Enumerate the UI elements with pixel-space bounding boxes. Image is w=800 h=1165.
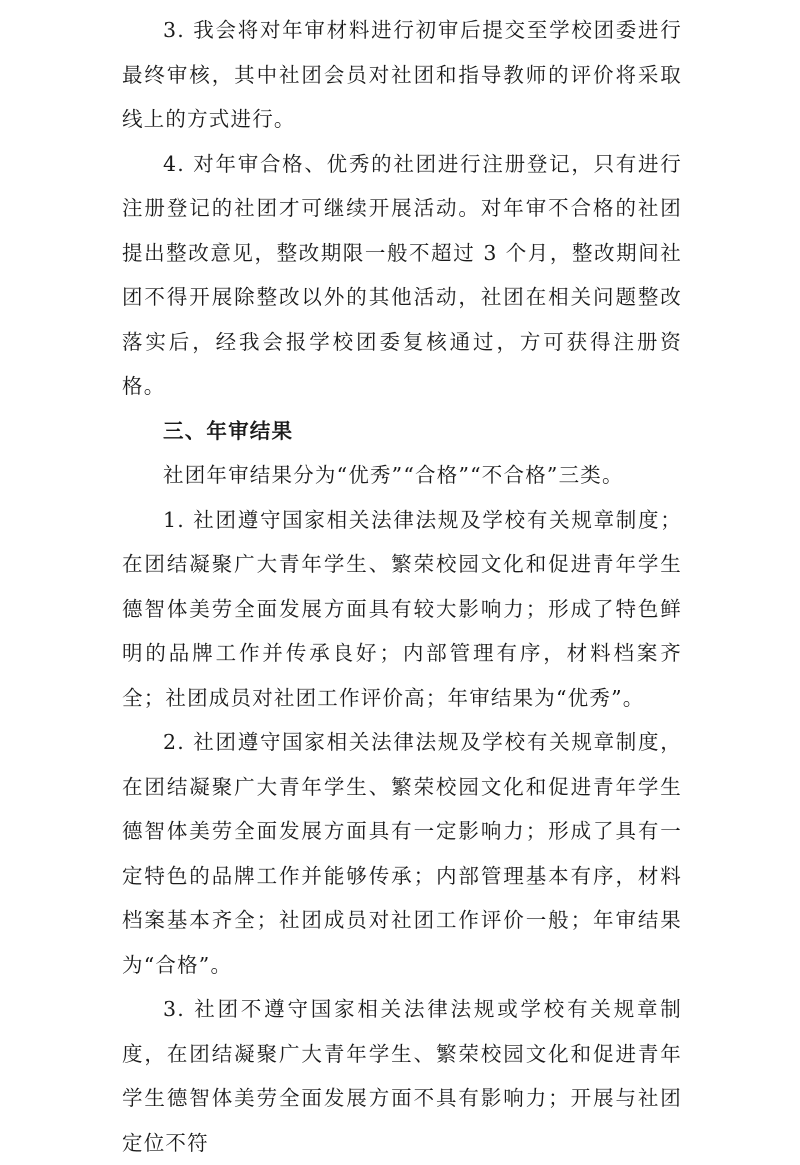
document-body [122, 8, 682, 1165]
paragraph-review-item-3: 3. 我会将对年审材料进行初审后提交至学校团委进行最终审核，其中社团会员对社团和指导教师的评价将采取线上的方式进行。 [122, 18, 682, 131]
paragraph-results-intro: 社团年审结果分为“优秀”“合格”“不合格”三类。 [163, 463, 624, 487]
paragraph-result-unqualified: 3. 社团不遵守国家相关法律法规或学校有关规章制度，在团结凝聚广大青年学生、繁荣校园文化和促进青年学生德智体美劳全面发展方面不具有影响力；开展与社团定位不符 [122, 997, 682, 1155]
paragraph-result-qualified: 2. 社团遵守国家相关法律法规及学校有关规章制度，在团结凝聚广大青年学生、繁荣校园文化和促进青年学生德智体美劳全面发展方面具有一定影响力；形成了具有一定特色的品牌工作并能够传承；内部管理基本有序，材料档案基本齐全；社团成员对社团工作评价一般；年审结果为“合格”。 [122, 730, 682, 977]
paragraph-review-item-4: 4. 对年审合格、优秀的社团进行注册登记，只有进行注册登记的社团才可继续开展活动。对年审不合格的社团提出整改意见，整改期限一般不超过 3 个月，整改期间社团不得开展除整改以外的其他活动，社团在相关问题整改落实后，经我会报学校团委复核通过，方可获得注册资格。 [122, 151, 682, 398]
section-heading-review-results: 三、年审结果 [163, 418, 294, 443]
paragraph-result-excellent: 1. 社团遵守国家相关法律法规及学校有关规章制度；在团结凝聚广大青年学生、繁荣校园文化和促进青年学生德智体美劳全面发展方面具有较大影响力；形成了特色鲜明的品牌工作并传承良好；内部管理有序，材料档案齐全；社团成员对社团工作评价高；年审结果为“优秀”。 [122, 507, 682, 710]
